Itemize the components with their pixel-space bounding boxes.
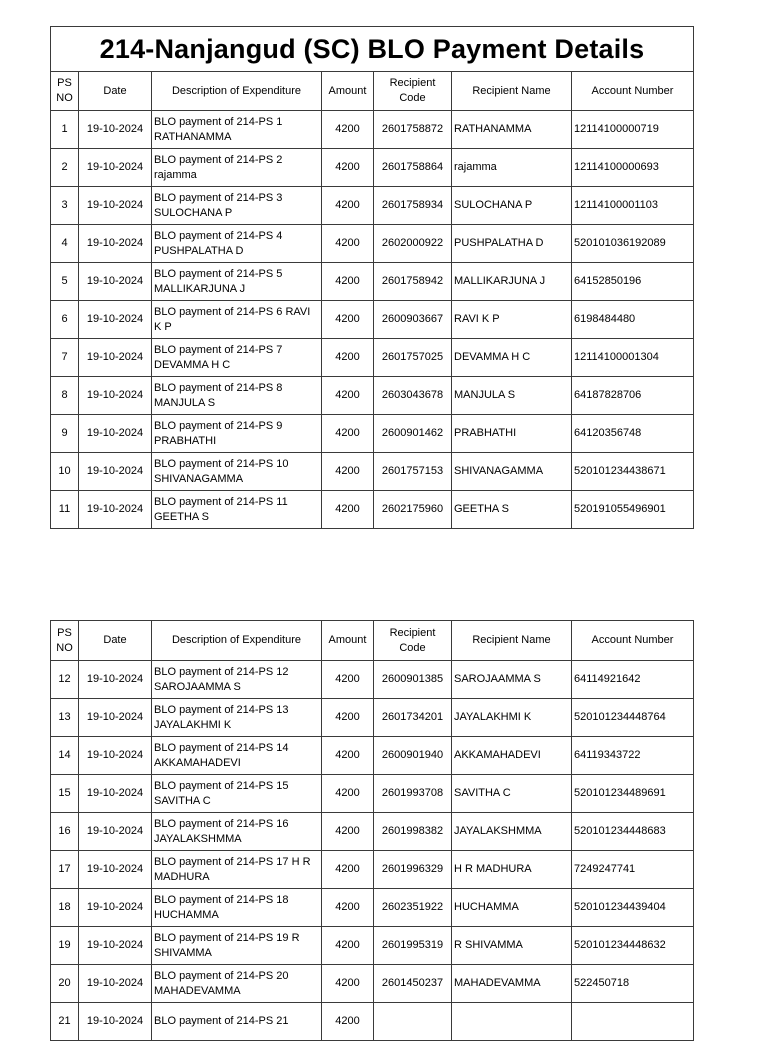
date-cell: 19-10-2024 xyxy=(79,187,152,225)
table-row xyxy=(51,111,694,149)
amount-cell: 4200 xyxy=(322,111,374,149)
account-number-cell: 64120356748 xyxy=(572,415,694,453)
account-number-cell: 64152850196 xyxy=(572,263,694,301)
recipient-name-cell: MAHADEVAMMA xyxy=(452,965,572,1003)
table-row xyxy=(51,813,694,851)
page-title: 214-Nanjangud (SC) BLO Payment Details xyxy=(51,27,694,72)
recipient-code-cell: 2601734201 xyxy=(374,699,452,737)
payment-table-1 xyxy=(50,26,694,529)
column-header-date: Date xyxy=(79,72,152,111)
column-header-description: Description of Expenditure xyxy=(152,621,322,661)
date-cell: 19-10-2024 xyxy=(79,927,152,965)
amount-cell: 4200 xyxy=(322,149,374,187)
account-number-cell: 520191055496901 xyxy=(572,491,694,529)
recipient-name-cell: HUCHAMMA xyxy=(452,889,572,927)
account-number-cell xyxy=(572,1003,694,1041)
table-row xyxy=(51,225,694,263)
column-header-amount: Amount xyxy=(322,72,374,111)
recipient-code-cell: 2601757153 xyxy=(374,453,452,491)
date-cell: 19-10-2024 xyxy=(79,661,152,699)
account-number-cell: 12114100001103 xyxy=(572,187,694,225)
ps-no-cell: 8 xyxy=(51,377,79,415)
column-header-recipient-name: Recipient Name xyxy=(452,621,572,661)
recipient-code-cell: 2601998382 xyxy=(374,813,452,851)
date-cell: 19-10-2024 xyxy=(79,377,152,415)
description-cell: BLO payment of 214-PS 14 AKKAMAHADEVI xyxy=(152,737,322,775)
ps-no-cell: 9 xyxy=(51,415,79,453)
ps-no-cell: 18 xyxy=(51,889,79,927)
ps-no-cell: 21 xyxy=(51,1003,79,1041)
date-cell: 19-10-2024 xyxy=(79,263,152,301)
account-number-cell: 520101234438671 xyxy=(572,453,694,491)
account-number-cell: 520101234489691 xyxy=(572,775,694,813)
amount-cell: 4200 xyxy=(322,301,374,339)
description-cell: BLO payment of 214-PS 18 HUCHAMMA xyxy=(152,889,322,927)
account-number-cell: 522450718 xyxy=(572,965,694,1003)
recipient-name-cell: MALLIKARJUNA J xyxy=(452,263,572,301)
date-cell: 19-10-2024 xyxy=(79,225,152,263)
amount-cell: 4200 xyxy=(322,927,374,965)
description-cell: BLO payment of 214-PS 10 SHIVANAGAMMA xyxy=(152,453,322,491)
description-cell: BLO payment of 214-PS 7 DEVAMMA H C xyxy=(152,339,322,377)
table-row xyxy=(51,1003,694,1041)
column-header-account-number: Account Number xyxy=(572,621,694,661)
column-header-recipient-name: Recipient Name xyxy=(452,72,572,111)
amount-cell: 4200 xyxy=(322,661,374,699)
ps-no-cell: 2 xyxy=(51,149,79,187)
recipient-name-cell: RAVI K P xyxy=(452,301,572,339)
column-header-amount: Amount xyxy=(322,621,374,661)
table-row xyxy=(51,301,694,339)
recipient-name-cell: PUSHPALATHA D xyxy=(452,225,572,263)
date-cell: 19-10-2024 xyxy=(79,813,152,851)
recipient-name-cell: GEETHA S xyxy=(452,491,572,529)
date-cell: 19-10-2024 xyxy=(79,453,152,491)
recipient-code-cell: 2603043678 xyxy=(374,377,452,415)
amount-cell: 4200 xyxy=(322,491,374,529)
recipient-code-cell: 2601993708 xyxy=(374,775,452,813)
account-number-cell: 520101234448683 xyxy=(572,813,694,851)
table-row xyxy=(51,415,694,453)
ps-no-cell: 14 xyxy=(51,737,79,775)
recipient-code-cell: 2602175960 xyxy=(374,491,452,529)
table-row xyxy=(51,965,694,1003)
payment-table-2 xyxy=(50,620,694,1041)
ps-no-cell: 16 xyxy=(51,813,79,851)
table-row xyxy=(51,263,694,301)
amount-cell: 4200 xyxy=(322,415,374,453)
recipient-code-cell: 2600901385 xyxy=(374,661,452,699)
ps-no-cell: 13 xyxy=(51,699,79,737)
recipient-code-cell: 2601757025 xyxy=(374,339,452,377)
account-number-cell: 12114100001304 xyxy=(572,339,694,377)
account-number-cell: 520101234439404 xyxy=(572,889,694,927)
ps-no-cell: 20 xyxy=(51,965,79,1003)
description-cell: BLO payment of 214-PS 5 MALLIKARJUNA J xyxy=(152,263,322,301)
table-row xyxy=(51,889,694,927)
account-number-cell: 7249247741 xyxy=(572,851,694,889)
column-header-account-number: Account Number xyxy=(572,72,694,111)
amount-cell: 4200 xyxy=(322,339,374,377)
description-cell: BLO payment of 214-PS 12 SAROJAAMMA S xyxy=(152,661,322,699)
date-cell: 19-10-2024 xyxy=(79,149,152,187)
account-number-cell: 520101036192089 xyxy=(572,225,694,263)
recipient-name-cell: MANJULA S xyxy=(452,377,572,415)
ps-no-cell: 3 xyxy=(51,187,79,225)
ps-no-cell: 5 xyxy=(51,263,79,301)
date-cell: 19-10-2024 xyxy=(79,339,152,377)
amount-cell: 4200 xyxy=(322,775,374,813)
recipient-name-cell xyxy=(452,1003,572,1041)
date-cell: 19-10-2024 xyxy=(79,737,152,775)
recipient-name-cell: SAROJAAMMA S xyxy=(452,661,572,699)
amount-cell: 4200 xyxy=(322,965,374,1003)
ps-no-cell: 11 xyxy=(51,491,79,529)
amount-cell: 4200 xyxy=(322,453,374,491)
amount-cell: 4200 xyxy=(322,263,374,301)
table-row xyxy=(51,377,694,415)
recipient-code-cell: 2601450237 xyxy=(374,965,452,1003)
recipient-name-cell: SULOCHANA P xyxy=(452,187,572,225)
ps-no-cell: 17 xyxy=(51,851,79,889)
description-cell: BLO payment of 214-PS 16 JAYALAKSHMMA xyxy=(152,813,322,851)
recipient-code-cell: 2601758864 xyxy=(374,149,452,187)
recipient-name-cell: JAYALAKHMI K xyxy=(452,699,572,737)
ps-no-cell: 19 xyxy=(51,927,79,965)
column-header-ps-no: PS NO xyxy=(51,72,79,111)
column-header-recipient-code: Recipient Code xyxy=(374,621,452,661)
date-cell: 19-10-2024 xyxy=(79,1003,152,1041)
date-cell: 19-10-2024 xyxy=(79,415,152,453)
date-cell: 19-10-2024 xyxy=(79,965,152,1003)
account-number-cell: 64119343722 xyxy=(572,737,694,775)
amount-cell: 4200 xyxy=(322,851,374,889)
ps-no-cell: 7 xyxy=(51,339,79,377)
recipient-code-cell: 2602351922 xyxy=(374,889,452,927)
description-cell: BLO payment of 214-PS 4 PUSHPALATHA D xyxy=(152,225,322,263)
description-cell: BLO payment of 214-PS 11 GEETHA S xyxy=(152,491,322,529)
account-number-cell: 12114100000719 xyxy=(572,111,694,149)
table-row xyxy=(51,699,694,737)
recipient-name-cell: H R MADHURA xyxy=(452,851,572,889)
description-cell: BLO payment of 214-PS 19 R SHIVAMMA xyxy=(152,927,322,965)
recipient-name-cell: SHIVANAGAMMA xyxy=(452,453,572,491)
description-cell: BLO payment of 214-PS 8 MANJULA S xyxy=(152,377,322,415)
amount-cell: 4200 xyxy=(322,699,374,737)
account-number-cell: 520101234448764 xyxy=(572,699,694,737)
description-cell: BLO payment of 214-PS 20 MAHADEVAMMA xyxy=(152,965,322,1003)
recipient-name-cell: DEVAMMA H C xyxy=(452,339,572,377)
recipient-code-cell: 2601758934 xyxy=(374,187,452,225)
date-cell: 19-10-2024 xyxy=(79,301,152,339)
table-row xyxy=(51,339,694,377)
description-cell: BLO payment of 214-PS 15 SAVITHA C xyxy=(152,775,322,813)
recipient-code-cell: 2601996329 xyxy=(374,851,452,889)
amount-cell: 4200 xyxy=(322,187,374,225)
recipient-name-cell: JAYALAKSHMMA xyxy=(452,813,572,851)
description-cell: BLO payment of 214-PS 3 SULOCHANA P xyxy=(152,187,322,225)
table-row xyxy=(51,187,694,225)
recipient-name-cell: PRABHATHI xyxy=(452,415,572,453)
recipient-name-cell: R SHIVAMMA xyxy=(452,927,572,965)
recipient-name-cell: SAVITHA C xyxy=(452,775,572,813)
description-cell: BLO payment of 214-PS 6 RAVI K P xyxy=(152,301,322,339)
recipient-name-cell: AKKAMAHADEVI xyxy=(452,737,572,775)
column-header-recipient-code: Recipient Code xyxy=(374,72,452,111)
ps-no-cell: 15 xyxy=(51,775,79,813)
date-cell: 19-10-2024 xyxy=(79,851,152,889)
recipient-code-cell: 2600903667 xyxy=(374,301,452,339)
date-cell: 19-10-2024 xyxy=(79,699,152,737)
table-row xyxy=(51,453,694,491)
description-cell: BLO payment of 214-PS 2 rajamma xyxy=(152,149,322,187)
description-cell: BLO payment of 214-PS 1 RATHANAMMA xyxy=(152,111,322,149)
amount-cell: 4200 xyxy=(322,813,374,851)
account-number-cell: 520101234448632 xyxy=(572,927,694,965)
ps-no-cell: 12 xyxy=(51,661,79,699)
recipient-code-cell xyxy=(374,1003,452,1041)
description-cell: BLO payment of 214-PS 17 H R MADHURA xyxy=(152,851,322,889)
table-row xyxy=(51,927,694,965)
ps-no-cell: 1 xyxy=(51,111,79,149)
table-row xyxy=(51,491,694,529)
account-number-cell: 6198484480 xyxy=(572,301,694,339)
recipient-name-cell: rajamma xyxy=(452,149,572,187)
recipient-code-cell: 2601758942 xyxy=(374,263,452,301)
table-row xyxy=(51,737,694,775)
table-row xyxy=(51,149,694,187)
column-header-ps-no: PS NO xyxy=(51,621,79,661)
date-cell: 19-10-2024 xyxy=(79,889,152,927)
description-cell: BLO payment of 214-PS 9 PRABHATHI xyxy=(152,415,322,453)
account-number-cell: 64187828706 xyxy=(572,377,694,415)
date-cell: 19-10-2024 xyxy=(79,491,152,529)
recipient-code-cell: 2601995319 xyxy=(374,927,452,965)
recipient-code-cell: 2602000922 xyxy=(374,225,452,263)
ps-no-cell: 6 xyxy=(51,301,79,339)
recipient-code-cell: 2600901462 xyxy=(374,415,452,453)
account-number-cell: 12114100000693 xyxy=(572,149,694,187)
table-header-row xyxy=(51,72,694,111)
date-cell: 19-10-2024 xyxy=(79,111,152,149)
recipient-name-cell: RATHANAMMA xyxy=(452,111,572,149)
account-number-cell: 64114921642 xyxy=(572,661,694,699)
description-cell: BLO payment of 214-PS 13 JAYALAKHMI K xyxy=(152,699,322,737)
amount-cell: 4200 xyxy=(322,225,374,263)
ps-no-cell: 10 xyxy=(51,453,79,491)
recipient-code-cell: 2600901940 xyxy=(374,737,452,775)
table-header-row xyxy=(51,621,694,661)
amount-cell: 4200 xyxy=(322,889,374,927)
date-cell: 19-10-2024 xyxy=(79,775,152,813)
recipient-code-cell: 2601758872 xyxy=(374,111,452,149)
amount-cell: 4200 xyxy=(322,737,374,775)
table-row xyxy=(51,661,694,699)
table-row xyxy=(51,775,694,813)
description-cell: BLO payment of 214-PS 21 xyxy=(152,1003,322,1041)
column-header-date: Date xyxy=(79,621,152,661)
amount-cell: 4200 xyxy=(322,1003,374,1041)
table-row xyxy=(51,851,694,889)
ps-no-cell: 4 xyxy=(51,225,79,263)
column-header-description: Description of Expenditure xyxy=(152,72,322,111)
amount-cell: 4200 xyxy=(322,377,374,415)
